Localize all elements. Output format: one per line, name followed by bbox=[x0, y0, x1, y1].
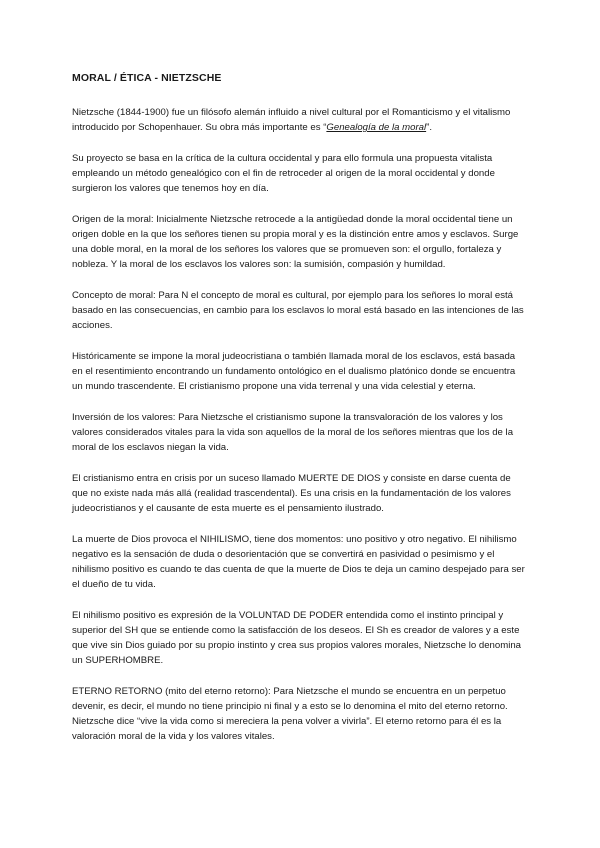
paragraph-eterno-retorno: ETERNO RETORNO (mito del eterno retorno): Para Nietzsche el mundo se encuentra en un perpetuo devenir, es decir, el mundo no tiene principio ni final y a esto se lo denomina el mito del eterno retorno. Nietzsche dice “vive la vida como si mereciera la pena volver a vivirla”. El eterno retorno para él es la valoración moral de la vida y los valores vitales. bbox=[72, 686, 508, 742]
work-title-link: Genealogía de la moral bbox=[326, 122, 427, 133]
paragraph-nihilismo: La muerte de Dios provoca el NIHILISMO, tiene dos momentos: uno positivo y otro negativo. El nihilismo negativo es la sensación de duda o desorientación que se convertirá en pasividad o pesimismo y el nihilismo positivo es cuando te das cuenta de que la muerte de Dios te deja un camino despejado para ser el dueño de tu vida. bbox=[72, 534, 525, 590]
intro-text-end: ”. bbox=[426, 122, 432, 133]
paragraph-concepto-moral: Concepto de moral: Para N el concepto de moral es cultural, por ejemplo para los señores lo moral está basado en las consecuencias, en cambio para los esclavos lo moral está basado en las intenciones de las acciones. bbox=[72, 290, 524, 331]
paragraph-origen-moral: Origen de la moral: Inicialmente Nietzsche retrocede a la antigüedad donde la moral occidental tiene un origen doble en la que los señores tienen su propia moral y es la distinción entre amos y esclavos. Surge una doble moral, en la moral de los señores los valores que se promueven son: el orgullo, fortaleza y nobleza. Y la moral de los esclavos los valores son: la sumisión, compasión y humildad. bbox=[72, 214, 519, 270]
document-title: MORAL / ÉTICA - NIETZSCHE bbox=[72, 72, 222, 84]
intro-text: Nietzsche (1844-1900) fue un filósofo alemán influido a nivel cultural por el Romanticismo y el vitalismo introducido por Schopenhauer. Su obra más importante es “ bbox=[72, 107, 511, 133]
paragraph-muerte-dios: El cristianismo entra en crisis por un suceso llamado MUERTE DE DIOS y consiste en darse cuenta de que no existe nada más allá (realidad trascendental). Es una crisis en la fundamentación de los valores judeocristianos y el causante de esta muerte es el pensamiento ilustrado. bbox=[72, 473, 511, 514]
paragraph-voluntad-poder: El nihilismo positivo es expresión de la VOLUNTAD DE PODER entendida como el instinto principal y superior del SH que se entiende como la satisfacción de los deseos. El Sh es creador de valores y a este que vive sin Dios guiado por su propio instinto y crea sus propios valores morales, Nietzsche lo denomina un SUPERHOMBRE. bbox=[72, 610, 522, 666]
paragraph-moral-judeocristiana: Históricamente se impone la moral judeocristiana o también llamada moral de los esclavos, está basada en el resentimiento encontrando un fundamento ontológico en el dualismo platónico donde se encuentra un mundo trascendente. El cristianismo propone una vida terrenal y una vida celestial y eterna. bbox=[72, 351, 516, 392]
intro-paragraph bbox=[72, 105, 528, 135]
paragraph-proyecto: Su proyecto se basa en la crítica de la cultura occidental y para ello formula una propuesta vitalista empleando un método genealógico con el fin de retroceder al origen de la moral occidental y donde surgieron los valores que tenemos hoy en día. bbox=[72, 153, 495, 194]
paragraph-inversion-valores: Inversión de los valores: Para Nietzsche el cristianismo supone la transvaloración de los valores y los valores considerados vitales para la vida son aquellos de la moral de los señores mientras que los de la moral de los esclavos niegan la vida. bbox=[72, 412, 514, 453]
